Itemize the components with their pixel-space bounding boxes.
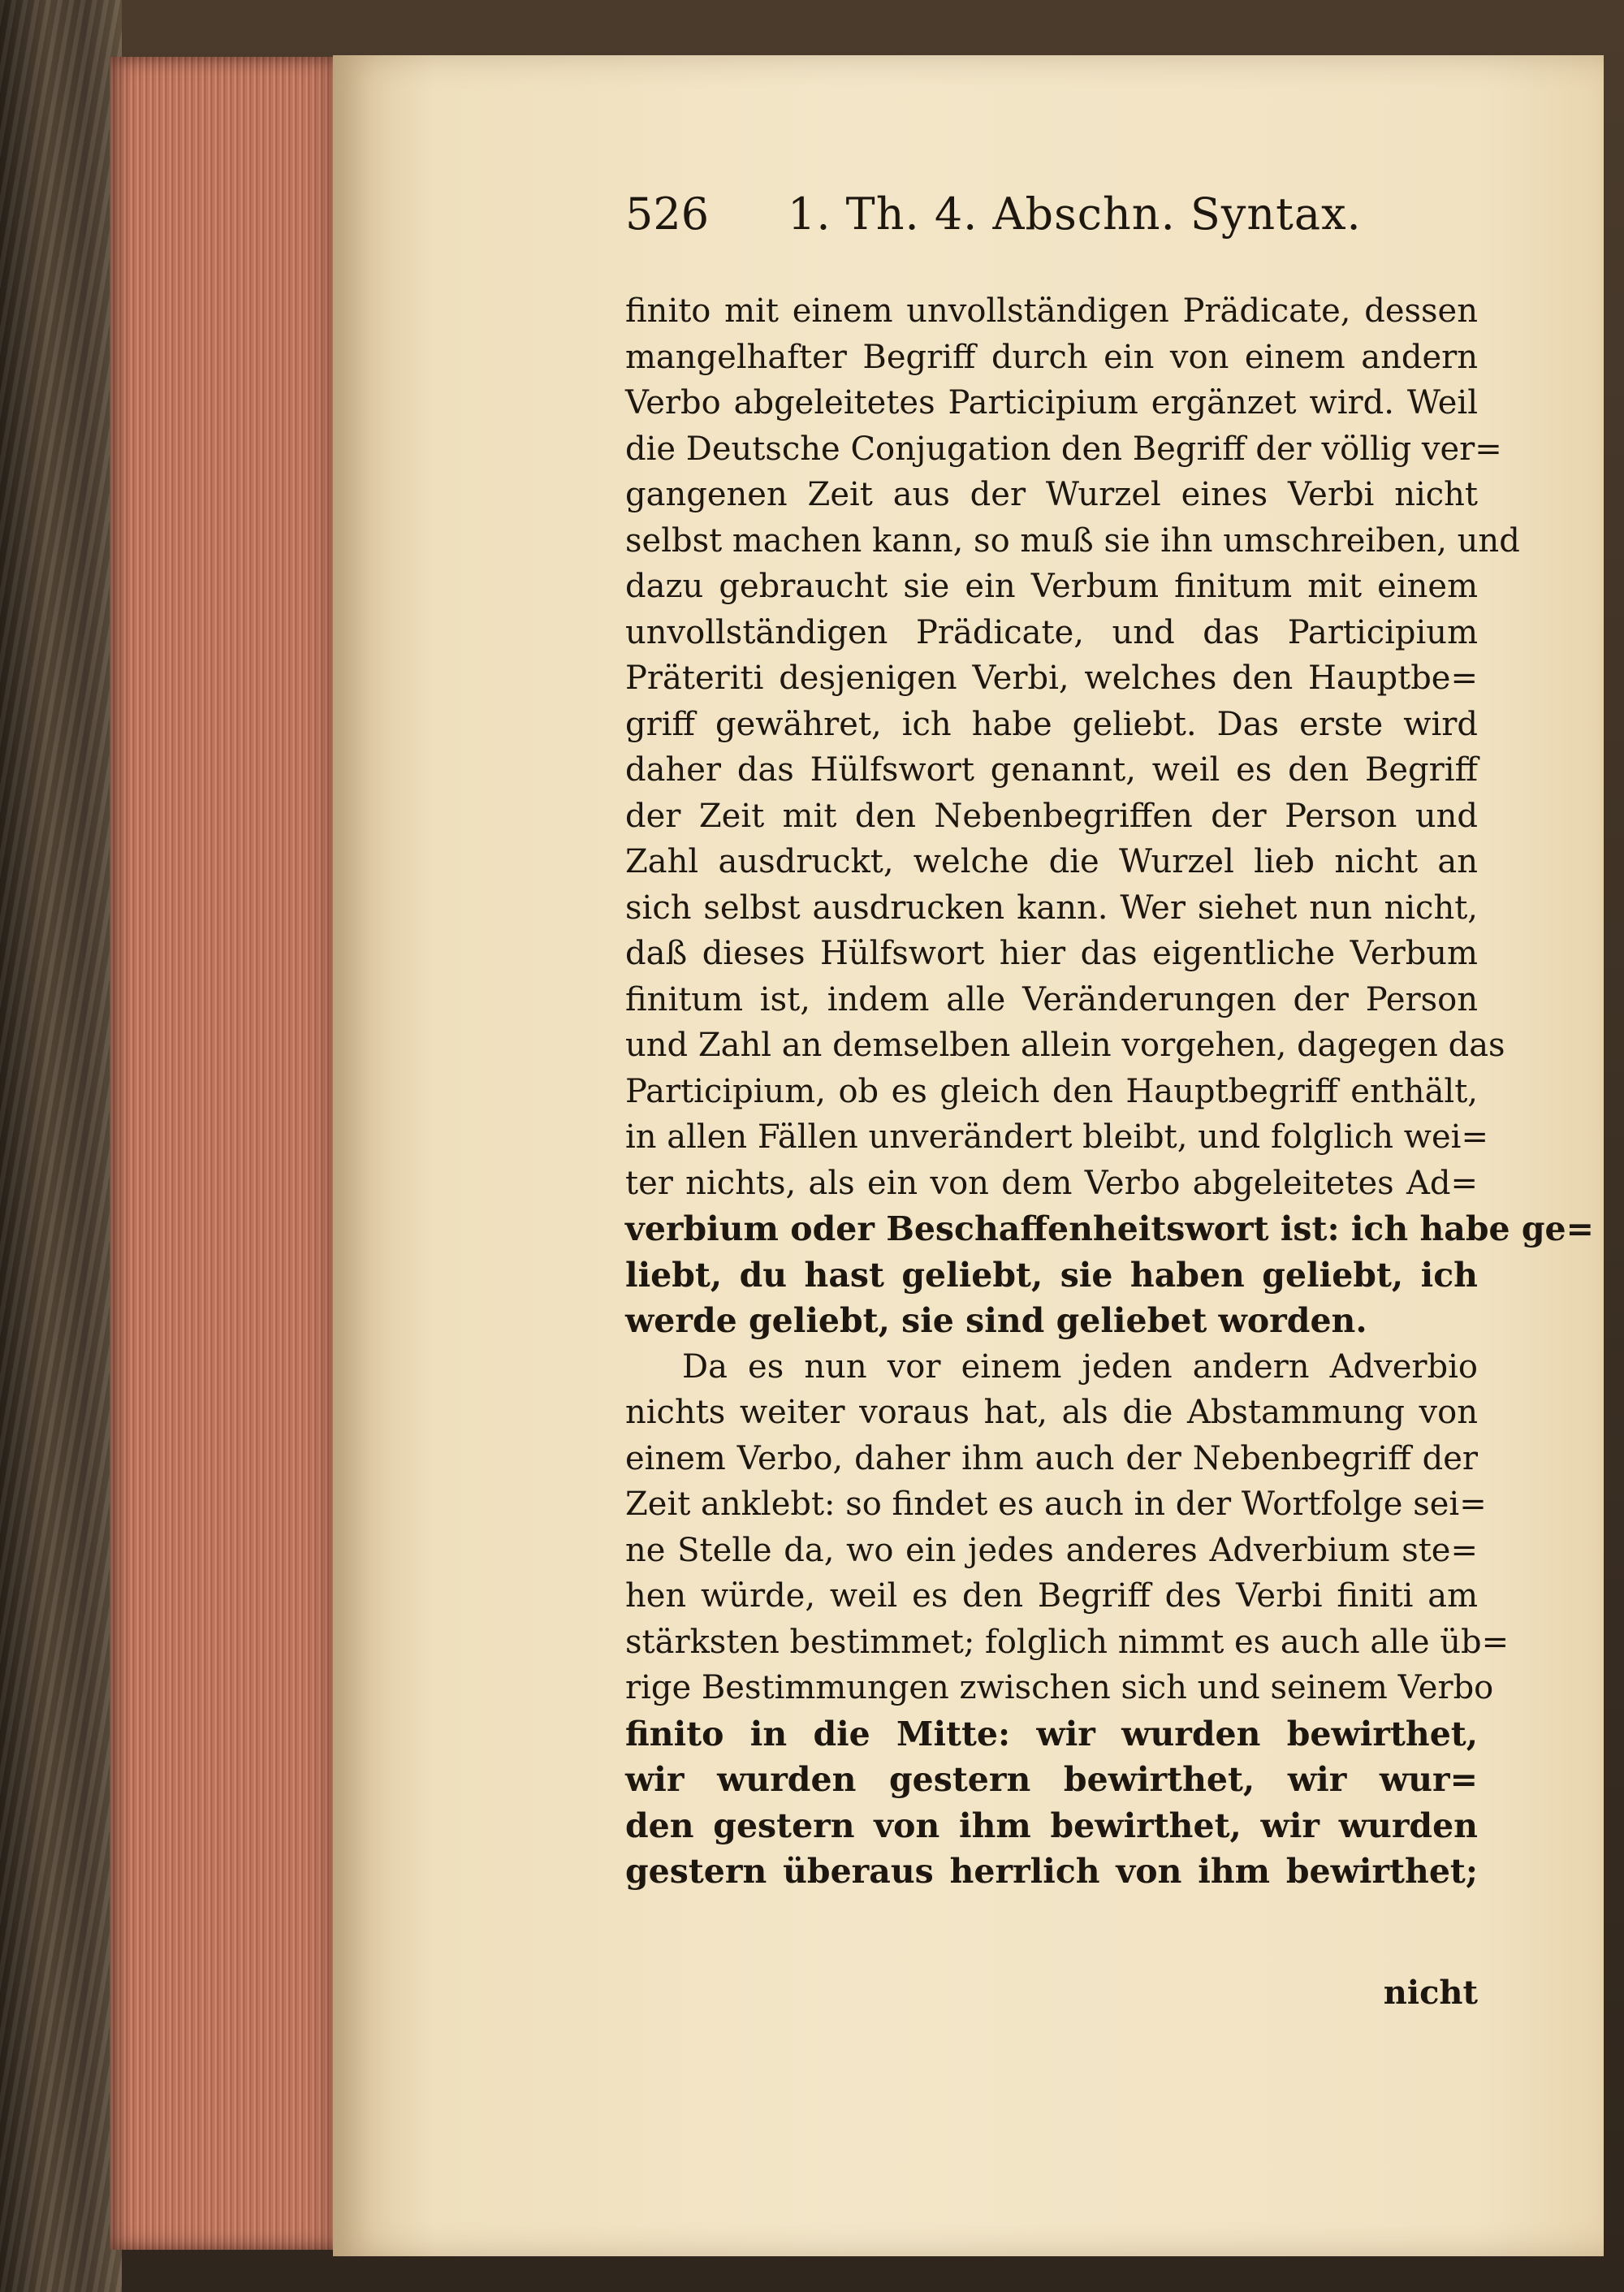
text-line: der Zeit mit den Nebenbegriffen der Person und [625, 797, 1478, 835]
text-line: ter nichts, als ein von dem Verbo abgeleitetes Ad= [625, 1164, 1478, 1202]
text-line: finito in die Mitte: wir wurden bewirthet, [625, 1714, 1478, 1754]
text-line: selbst machen kann, so muß sie ihn umschreiben, und [625, 521, 1520, 560]
page-edges [110, 57, 345, 2250]
text-line: Da es nun vor einem jeden andern Adverbio [682, 1347, 1478, 1386]
text-line: unvollständigen Prädicate, und das Participium [625, 613, 1478, 651]
text-line: Verbo abgeleitetes Participium ergänzet wird. Weil [625, 384, 1478, 422]
running-head: 1. Th. 4. Abschn. Syntax. [788, 188, 1362, 240]
text-line: finitum ist, indem alle Veränderungen der Person [625, 980, 1478, 1018]
text-line: und Zahl an demselben allein vorgehen, dagegen das [625, 1027, 1505, 1064]
text-line: Präteriti desjenigen Verbi, welches den Hauptbe= [625, 659, 1478, 697]
book-cover-edge [0, 0, 122, 2292]
text-line: liebt, du hast geliebt, sie haben geliebt, ich [625, 1255, 1478, 1295]
text-line: die Deutsche Conjugation den Begriff der völlig ver= [625, 430, 1502, 468]
text-line: mangelhafter Begriff durch ein von einem andern [625, 338, 1478, 376]
text-line: einem Verbo, daher ihm auch der Nebenbegriff der [625, 1439, 1478, 1477]
text-line: stärksten bestimmet; folglich nimmt es auch alle üb= [625, 1623, 1510, 1661]
text-line: werde geliebt, sie sind geliebet worden. [625, 1301, 1367, 1340]
text-line: Participium, ob es gleich den Hauptbegriff enthält, [625, 1072, 1478, 1110]
catchword: nicht [1383, 1974, 1478, 2012]
text-line: den gestern von ihm bewirthet, wir wurden [625, 1805, 1478, 1845]
text-line: gestern überaus herrlich von ihm bewirthet; [625, 1852, 1478, 1891]
text-line: dazu gebraucht sie ein Verbum finitum mit einem [625, 568, 1478, 605]
text-line: nichts weiter voraus hat, als die Abstammung von [625, 1394, 1478, 1431]
text-line: hen würde, weil es den Begriff des Verbi finiti am [625, 1577, 1478, 1615]
text-line: wir wurden gestern bewirthet, wir wur= [625, 1760, 1478, 1799]
text-line: verbium oder Beschaffenheitswort ist: ich habe ge= [625, 1209, 1594, 1248]
text-line: rige Bestimmungen zwischen sich und seinem Verbo [625, 1669, 1494, 1706]
page-number: 526 [625, 188, 710, 240]
text-line: griff gewähret, ich habe geliebt. Das erste wird [625, 705, 1478, 743]
text-line: finito mit einem unvollständigen Prädicate, dessen [625, 292, 1478, 330]
text-line: daher das Hülfswort genannt, weil es den Begriff [625, 751, 1478, 789]
text-line: gangenen Zeit aus der Wurzel eines Verbi nicht [625, 476, 1478, 513]
text-line: Zahl ausdruckt, welche die Wurzel lieb nicht an [625, 843, 1478, 880]
body-text [625, 288, 1594, 1895]
page-header [625, 188, 1478, 245]
text-line: Zeit anklebt: so findet es auch in der Wortfolge sei= [625, 1485, 1487, 1523]
text-line: daß dieses Hülfswort hier das eigentliche Verbum [625, 935, 1478, 972]
text-line: ne Stelle da, wo ein jedes anderes Adverbium ste= [625, 1531, 1478, 1569]
text-line: sich selbst ausdrucken kann. Wer siehet nun nicht, [625, 889, 1478, 927]
text-line: in allen Fällen unverändert bleibt, und folglich wei= [625, 1118, 1488, 1156]
